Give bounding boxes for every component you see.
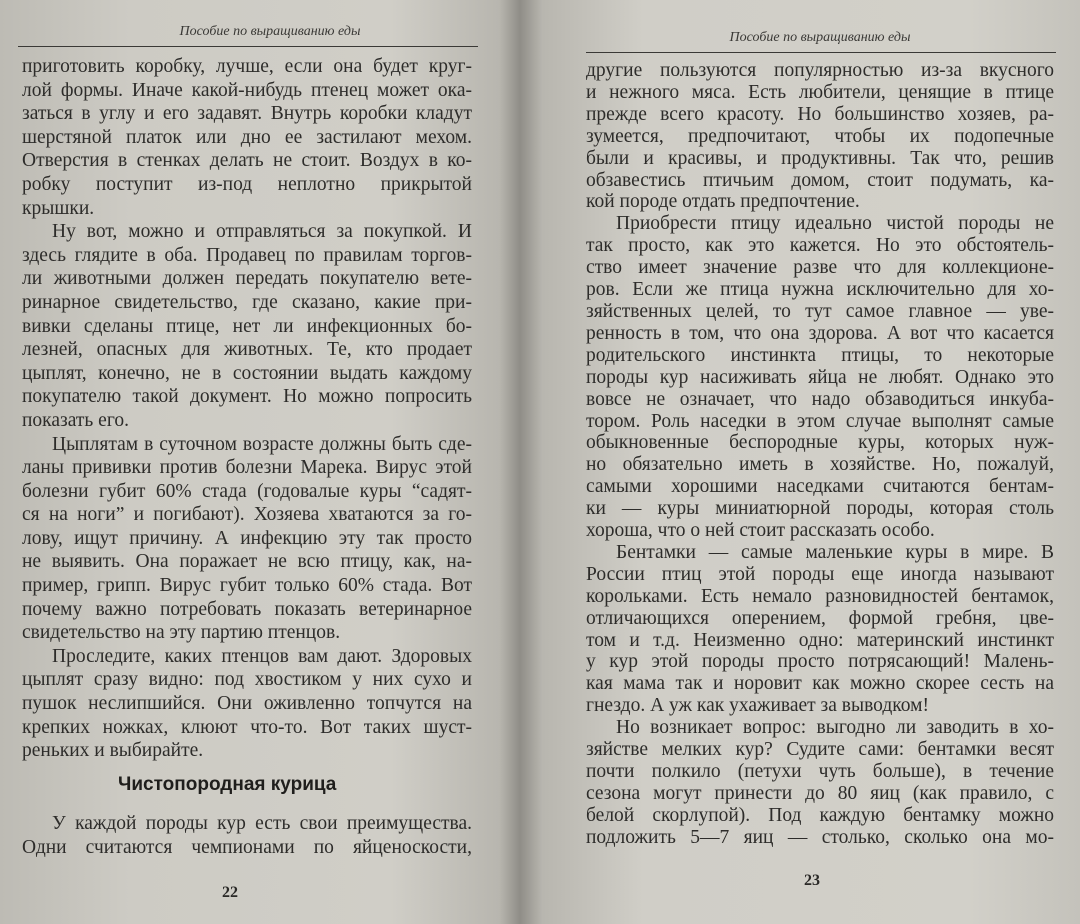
- text-line: покупателю такой документ. Но можно попросить: [22, 386, 472, 408]
- text-line: ланы прививки против болезни Марека. Вирус этой: [22, 457, 472, 479]
- text-line: крышки.: [22, 197, 95, 219]
- text-line: ров. Если же птица нужна исключительно для хо-: [586, 279, 1054, 301]
- text-line: лезней, опасных для животных. Те, кто продает: [22, 339, 472, 361]
- text-line: Ну вот, можно и отправляться за покупкой. И: [52, 221, 472, 243]
- text-line: зумеется, предпочитают, чтобы их подопечные: [586, 125, 1054, 147]
- text-line: показать его.: [22, 409, 129, 431]
- left-running-head: Пособие по выращиванию еды: [179, 24, 361, 39]
- text-line: были и красивы, и продуктивны. Так что, решив: [586, 147, 1054, 169]
- text-line: Цыплятам в суточном возрасте должны быть сде-: [52, 433, 472, 455]
- text-line: цыплят сразу видно: под хвостиком у них сухо и: [22, 669, 472, 691]
- text-line: приготовить коробку, лучше, если она будет круг-: [22, 56, 472, 77]
- text-line: ли животными должен передать покупателю вете-: [22, 268, 472, 290]
- text-line: почему важно потребовать показать ветеринарное: [22, 598, 472, 620]
- left-page-number: 22: [222, 884, 238, 901]
- text-line: том и т.д. Неизменно одно: материнский инстинкт: [586, 629, 1054, 651]
- text-line: У каждой породы кур есть свои преимущества.: [52, 813, 472, 834]
- text-line: кой породе отдать предпочтение.: [586, 191, 860, 213]
- text-line: отличающихся оперением, формой гребня, цве-: [586, 607, 1054, 629]
- text-line: зяйстве мелких кур? Судите сами: бентамки весят: [586, 739, 1054, 761]
- text-line: шерстяной платок или дно ее застилают мехом.: [22, 126, 472, 148]
- text-line: цыплят, конечно, не в состоянии выдать каждому: [22, 362, 472, 384]
- text-line: зяйственных целей, то тут самое главное — уве-: [586, 300, 1054, 322]
- text-line: ринарное свидетельство, где сказано, какие при-: [22, 291, 472, 313]
- text-line: так просто, как это кажется. Но это обстоятель-: [586, 235, 1054, 257]
- text-line: России птиц этой породы еще иногда называют: [586, 563, 1054, 585]
- text-line: здесь глядите в оба. Продавец по правилам торгов-: [22, 244, 472, 266]
- right-page-number: 23: [804, 872, 820, 889]
- text-line: робку поступит из-под неплотно прикрытой: [22, 173, 472, 195]
- text-line: реньких и выбирайте.: [22, 740, 204, 762]
- right-header-rule: [586, 52, 1056, 53]
- text-line: самыми хорошими наседками считаются бентам-: [586, 476, 1054, 498]
- text-line: кая мама так и норовит как можно скорее сесть на: [586, 673, 1054, 695]
- text-line: породы кур насиживать яйца не любят. Однако это: [586, 366, 1054, 388]
- text-line: лой формы. Иначе какой-нибудь птенец может ока-: [22, 79, 472, 101]
- text-line: сезона могут принести до 80 яиц (как правило, с: [586, 782, 1054, 804]
- text-line: родительского инстинкта птицы, то некоторые: [586, 344, 1054, 366]
- text-line: болезни губит 60% стада (годовалые куры “садят-: [22, 480, 472, 502]
- text-line: тором. Роль наседки в этом случае выполнят самые: [586, 410, 1054, 432]
- text-line: свидетельство на эту партию птенцов.: [22, 622, 341, 644]
- text-line: крепких ножках, клюют что-то. Вот таких шуст-: [22, 716, 472, 738]
- text-line: ся на ноги” и погибают). Хозяева хватаются за го-: [22, 504, 472, 526]
- right-page: [520, 0, 1080, 924]
- text-line: пример, грипп. Вирус губит только 60% стада. Вот: [22, 575, 472, 597]
- text-line: заться в углу и его задавят. Внутрь коробки кладут: [22, 103, 472, 125]
- text-line: пушок неслипшийся. Они оживленно топчутся на: [22, 693, 472, 715]
- text-line: ство имеет значение разве что для коллекционе-: [586, 257, 1054, 279]
- text-line: другие пользуются популярностью из-за вкусного: [586, 60, 1054, 81]
- text-line: обыкновенные беспородные куры, которых нуж-: [586, 432, 1054, 454]
- text-line: корольками. Есть немало разновидностей бентамок,: [586, 585, 1054, 607]
- text-line: лову, ищут причину. А инфекцию эту так просто: [22, 527, 472, 549]
- right-body-text: [586, 60, 1054, 849]
- text-line: гнездо. А уж как ухаживает за выводком!: [586, 695, 929, 717]
- text-line: ренность в том, что она здорова. А вот что касается: [586, 322, 1054, 344]
- text-line: подложить 5—7 яиц — столько, сколько она мо-: [586, 826, 1054, 848]
- text-line: ки — куры миниатюрной породы, которая столь: [586, 498, 1054, 520]
- left-header-rule: [18, 46, 478, 47]
- text-line: прежде всего красоту. Но большинство хозяев, ра-: [586, 103, 1054, 125]
- text-line: Проследите, каких птенцов вам дают. Здоровых: [52, 645, 472, 667]
- section-heading: Чистопородная курица: [118, 774, 337, 795]
- text-line: вивки сделаны птице, нет ли инфекционных бо-: [22, 315, 472, 337]
- text-line: у кур этой породы просто потрясающий! Малень-: [586, 651, 1054, 673]
- text-line: и нежного мяса. Есть любители, ценящие в птице: [586, 81, 1054, 103]
- right-running-head: Пособие по выращиванию еды: [729, 30, 911, 45]
- text-line: белой скорлупой). Под каждую бентамку можно: [586, 804, 1054, 826]
- left-page: [0, 0, 520, 924]
- text-line: хороша, что о ней стоит рассказать особо.: [586, 520, 935, 542]
- text-line: не выявить. Она поражает не всю птицу, как, на-: [22, 551, 472, 573]
- text-line: Приобрести птицу идеально чистой породы не: [616, 213, 1054, 235]
- text-line: Отверстия в стенках делать не стоит. Воздух в ко-: [22, 150, 472, 172]
- text-line: вовсе не означает, что надо обзаводиться инкуба-: [586, 388, 1054, 410]
- text-line: почти полкило (петухи чуть больше), в течение: [586, 761, 1054, 782]
- left-body-text: [22, 55, 472, 763]
- text-line: обзавестись птичьим домом, стоит подумать, ка-: [586, 169, 1054, 191]
- text-line: Бентамки — самые маленькие куры в мире. В: [616, 541, 1054, 563]
- text-line: Одни считаются чемпионами по яйценоскости,: [22, 836, 472, 858]
- text-line: но обязательно иметь в хозяйстве. Но, пожалуй,: [586, 454, 1054, 476]
- left-section-text: [22, 812, 472, 859]
- text-line: Но возникает вопрос: выгодно ли заводить в хо-: [616, 717, 1054, 739]
